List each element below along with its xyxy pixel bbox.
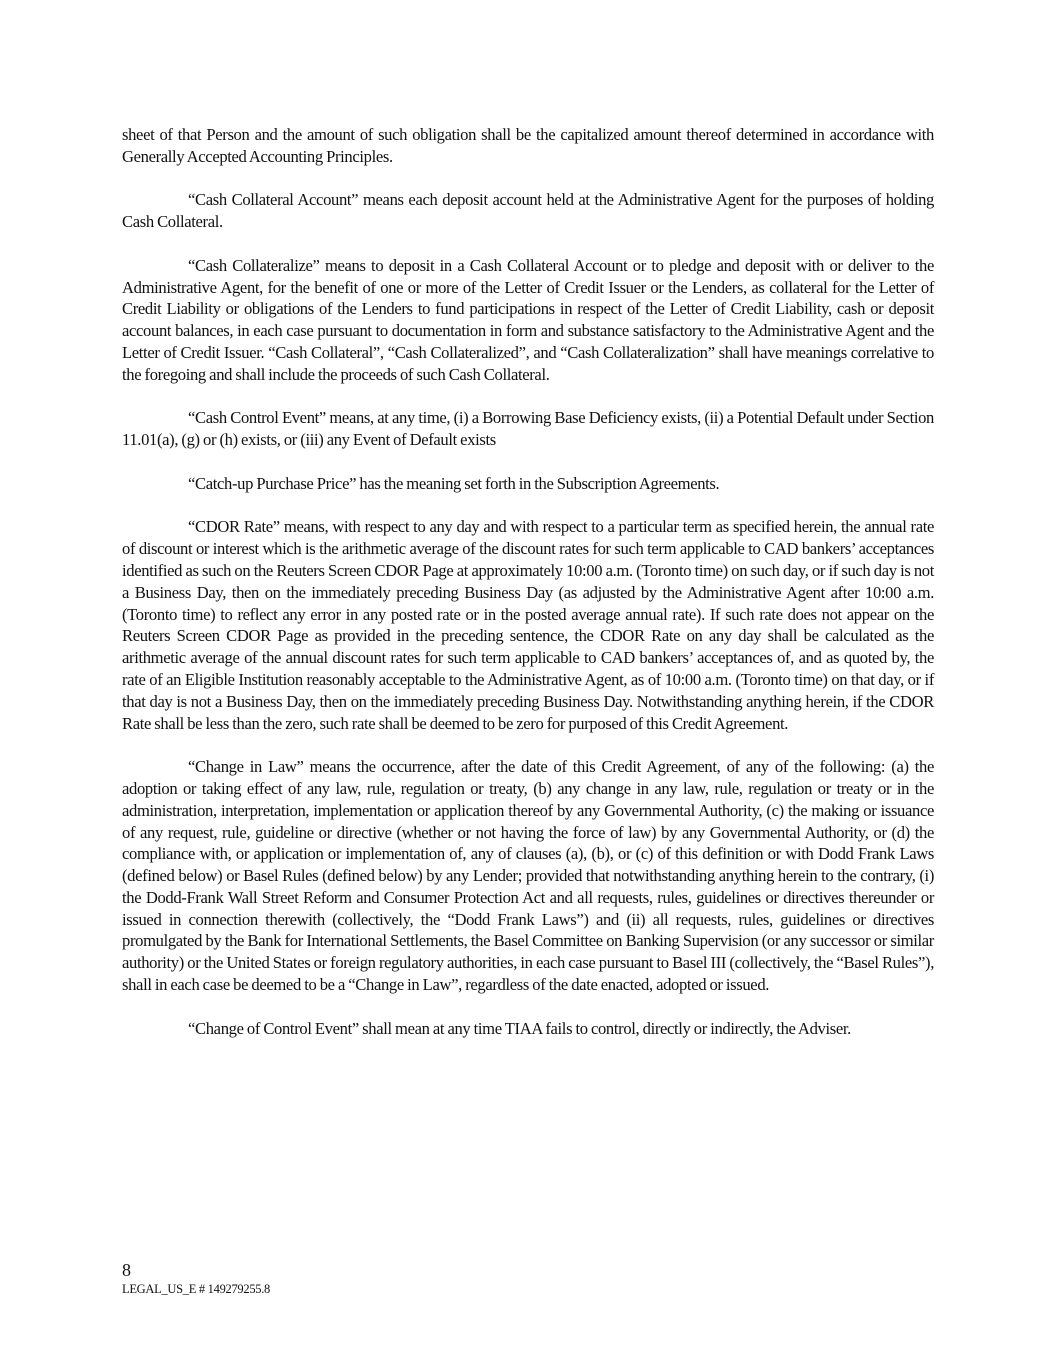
- paragraph-change-of-control-event: “Change of Control Event” shall mean at any time TIAA fails to control, directly or indirectly, the Adviser.: [188, 1018, 851, 1038]
- paragraph-capital-lease-continuation: sheet of that Person and the amount of such obligation shall be the capitalized amount thereof determined in accordance with Generally Accepted Accounting Principles.: [122, 125, 934, 166]
- paragraph-cash-collateralize: “Cash Collateralize” means to deposit in a Cash Collateral Account or to pledge and deposit with or deliver to the Administrative Agent, for the benefit of one or more of the Letter of Credit Issuer or the Lenders, as collateral for the Letter of Credit Liability or obligations of the Lenders to fund participations in respect of the Letter of Credit Liability, cash or deposit account balances, in each case pursuant to documentation in form and substance satisfactory to the Administrative Agent and the Letter of Credit Issuer. “Cash Collateral”, “Cash Collateralized”, and “Cash Collateralization” shall have meanings correlative to the foregoing and shall include the proceeds of such Cash Collateral.: [122, 255, 934, 384]
- paragraph-cdor-rate: “CDOR Rate” means, with respect to any day and with respect to a particular term as specified herein, the annual rate of discount or interest which is the arithmetic average of the discount rates for such term applicable to CAD bankers’ acceptances identified as such on the Reuters Screen CDOR Page at approximately 10:00 a.m. (Toronto time) on such day, or if such day is not a Business Day, then on the immediately preceding Business Day (as adjusted by the Administrative Agent after 10:00 a.m. (Toronto time) to reflect any error in any posted rate or in the posted average annual rate). If such rate does not appear on the Reuters Screen CDOR Page as provided in the preceding sentence, the CDOR Rate on any day shall be calculated as the arithmetic average of the annual discount rates for such term applicable to CAD bankers’ acceptances of, and as quoted by, the rate of an Eligible Institution reasonably acceptable to the Administrative Agent, as of 10:00 a.m. (Toronto time) on that day, or if that day is not a Business Day, then on the immediately preceding Business Day. Notwithstanding anything herein, if the CDOR Rate shall be less than the zero, such rate shall be deemed to be zero for purposed of this Credit Agreement.: [122, 517, 934, 733]
- document-body: [122, 124, 934, 1061]
- paragraph-cash-collateral-account: “Cash Collateral Account” means each deposit account held at the Administrative Agent for the purposes of holding Cash Collateral.: [122, 190, 934, 232]
- page-footer: [122, 1259, 270, 1297]
- page-number: 8: [122, 1260, 131, 1280]
- paragraph-catch-up-purchase-price: “Catch-up Purchase Price” has the meaning set forth in the Subscription Agreements.: [188, 473, 720, 493]
- document-id: LEGAL_US_E # 149279255.8: [122, 1282, 271, 1296]
- paragraph-change-in-law: “Change in Law” means the occurrence, after the date of this Credit Agreement, of any of the following: (a) the adoption or taking effect of any law, rule, regulation or treaty, (b) any change in any law, rule, regulation or treaty or in the administration, interpretation, implementation or application thereof by any Governmental Authority, (c) the making or issuance of any request, rule, guideline or directive (whether or not having the force of law) by any Governmental Authority, or (d) the compliance with, or application or implementation of, any of clauses (a), (b), or (c) of this definition or with Dodd Frank Laws (defined below) or Basel Rules (defined below) by any Lender; provided that notwithstanding anything herein to the contrary, (i) the Dodd-Frank Wall Street Reform and Consumer Protection Act and all requests, rules, guidelines or directives thereunder or issued in connection therewith (collectively, the “Dodd Frank Laws”) and (ii) all requests, rules, guidelines or directives promulgated by the Bank for International Settlements, the Basel Committee on Banking Supervision (or any successor or similar authority) or the United States or foreign regulatory authorities, in each case pursuant to Basel III (collectively, the “Basel Rules”), shall in each case be deemed to be a “Change in Law”, regardless of the date enacted, adopted or issued.: [122, 757, 934, 995]
- paragraph-cash-control-event: “Cash Control Event” means, at any time, (i) a Borrowing Base Deficiency exists, (ii) a Potential Default under Section 11.01(a), (g) or (h) exists, or (iii) any Event of Default exists: [122, 408, 934, 450]
